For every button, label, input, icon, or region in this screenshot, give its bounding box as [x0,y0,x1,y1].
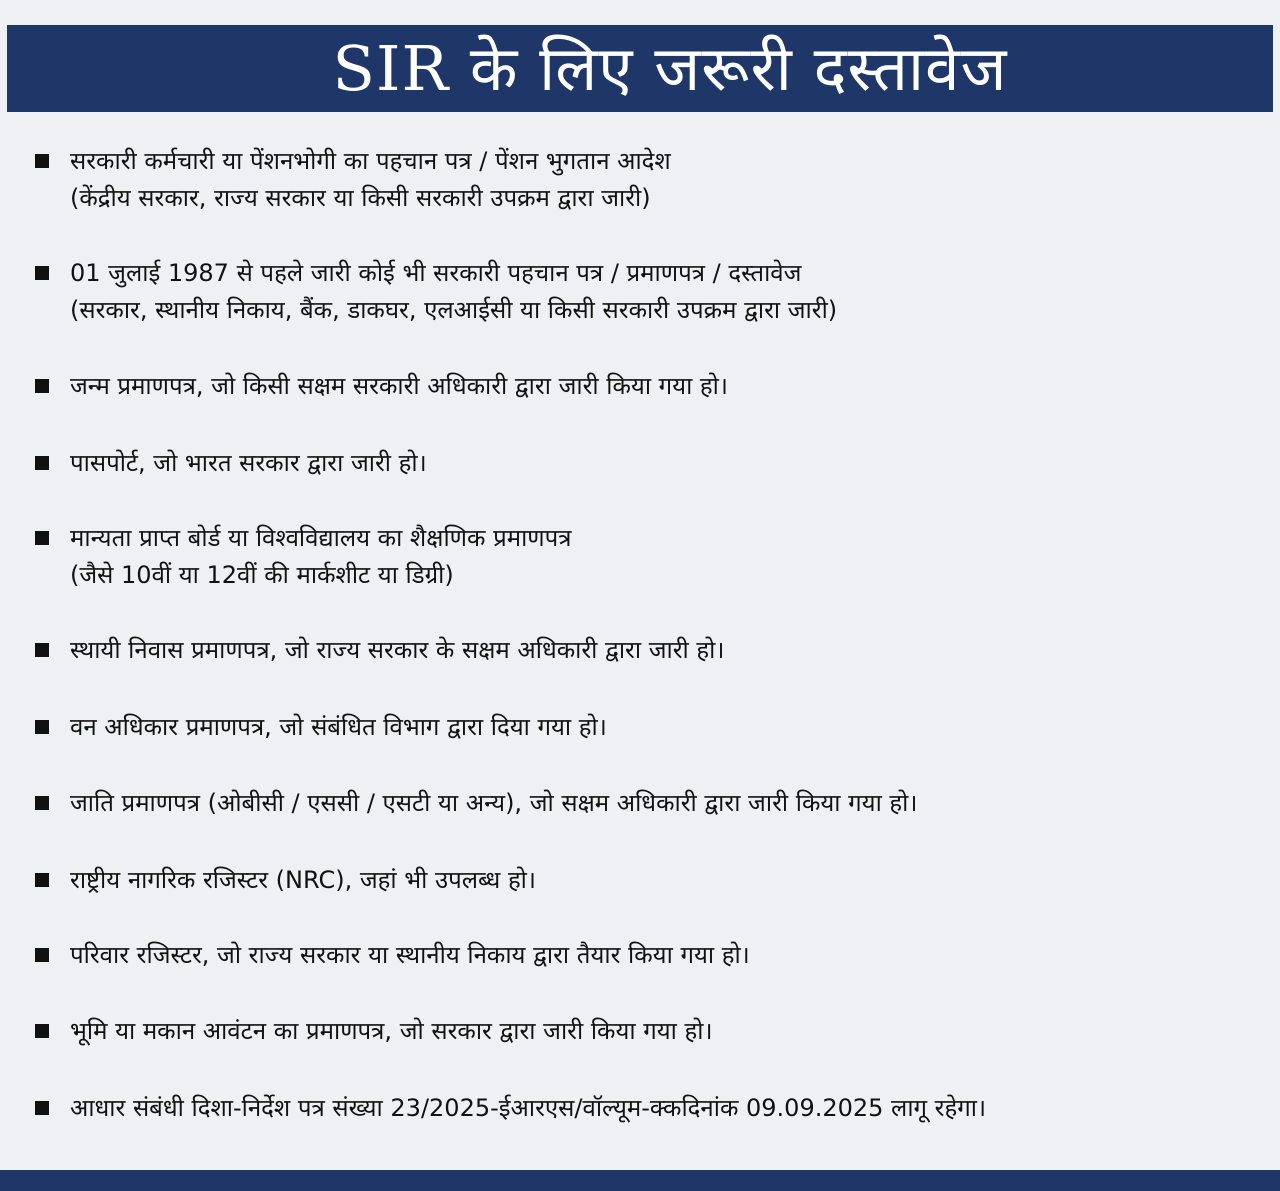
bullet-square-icon [35,873,49,887]
list-item-line: परिवार रजिस्टर, जो राज्य सरकार या स्थानीय निकाय द्वारा तैयार किया गया हो। [70,941,750,969]
bullet-square-icon [35,379,49,393]
bullet-square-icon [35,154,49,168]
list-item-line: सरकारी कर्मचारी या पेंशनभोगी का पहचान पत्र / पेंशन भुगतान आदेश [70,147,671,175]
list-item-line: वन अधिकार प्रमाणपत्र, जो संबंधित विभाग द्वारा दिया गया हो। [70,713,607,741]
list-item-text [70,368,1250,405]
bullet-square-icon [35,720,49,734]
list-item-text [70,255,1250,329]
bullet-square-icon [35,948,49,962]
bullet-square-icon [35,643,49,657]
list-item-line: राष्ट्रीय नागरिक रजिस्टर (NRC), जहां भी उपलब्ध हो। [70,866,536,894]
list-item-line: (केंद्रीय सरकार, राज्य सरकार या किसी सरकारी उपक्रम द्वारा जारी) [70,184,651,212]
list-item-text [70,520,1250,594]
list-item-line: (जैसे 10वीं या 12वीं की मार्कशीट या डिग्री) [70,561,454,589]
list-item-text [70,1013,1250,1050]
list-item-text [70,632,1250,669]
list-item-text [70,445,1250,482]
list-item-line: भूमि या मकान आवंटन का प्रमाणपत्र, जो सरकार द्वारा जारी किया गया हो। [70,1017,713,1045]
list-item-line: (सरकार, स्थानीय निकाय, बैंक, डाकघर, एलआईसी या किसी सरकारी उपक्रम द्वारा जारी) [70,296,838,324]
list-item-text [70,937,1250,974]
bullet-square-icon [35,456,49,470]
list-item-line: पासपोर्ट, जो भारत सरकार द्वारा जारी हो। [70,449,427,477]
bullet-square-icon [35,796,49,810]
list-item-line: 01 जुलाई 1987 से पहले जारी कोई भी सरकारी पहचान पत्र / प्रमाणपत्र / दस्तावेज [70,259,802,287]
list-item-line: जाति प्रमाणपत्र (ओबीसी / एससी / एसटी या अन्य), जो सक्षम अधिकारी द्वारा जारी किया गया हो। [70,789,918,817]
list-item-line: आधार संबंधी दिशा-निर्देश पत्र संख्या 23/2025-ईआरएस/वॉल्यूम-क्कदिनांक 09.09.2025 लागू रहेगा। [70,1094,987,1122]
bullet-square-icon [35,266,49,280]
bullet-square-icon [35,1024,49,1038]
bullet-square-icon [35,531,49,545]
page-title: SIR के लिए जरूरी दस्तावेज [332,32,1008,105]
footer-bar [0,1170,1280,1191]
bullet-square-icon [35,1101,49,1115]
list-item-text [70,1090,1250,1127]
list-item-line: मान्यता प्राप्त बोर्ड या विश्वविद्यालय का शैक्षणिक प्रमाणपत्र [70,524,572,552]
list-item-line: स्थायी निवास प्रमाणपत्र, जो राज्य सरकार के सक्षम अधिकारी द्वारा जारी हो। [70,636,725,664]
list-item-text [70,143,1250,217]
list-item-text [70,709,1250,746]
list-item-line: जन्म प्रमाणपत्र, जो किसी सक्षम सरकारी अधिकारी द्वारा जारी किया गया हो। [70,372,728,400]
list-item-text [70,785,1250,822]
list-item-text [70,862,1250,899]
